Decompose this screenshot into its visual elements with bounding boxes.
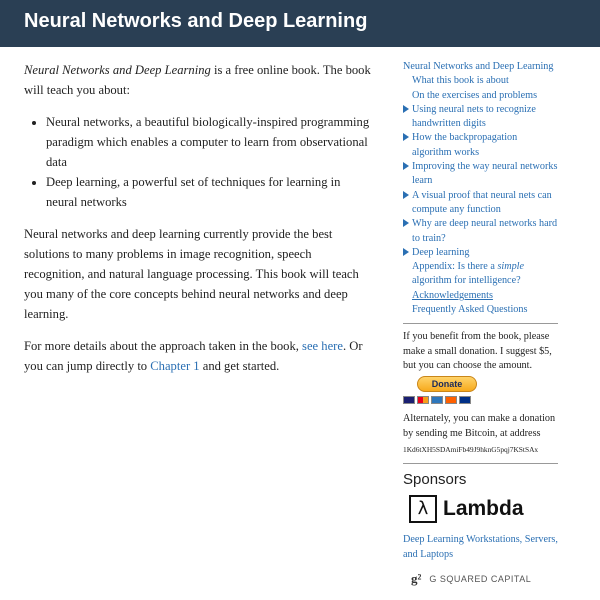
g-squared-logo[interactable] [411,572,558,586]
toc-label: How the backpropagation algorithm works [412,132,518,158]
visa-card-icon [403,396,415,404]
toc-item-chapter-3[interactable] [403,160,558,189]
triangle-right-icon [403,133,409,141]
amex-card-icon [431,396,443,404]
toc-label: algorithm for intelligence? [412,275,521,287]
topics-list [24,112,374,212]
donation-text: If you benefit from the book, please make a small donation. I suggest $5, but you can choose the amount. [403,331,552,371]
list-item: • Neural networks, a beautiful biologically-inspired programming paradigm which enables a computer to learn from observational data [46,112,374,172]
triangle-right-icon [403,162,409,170]
divider [403,323,558,324]
toc-title-link[interactable]: Neural Networks and Deep Learning [403,61,554,72]
details-paragraph [24,336,374,376]
mastercard-icon [417,396,429,404]
toc-label: Using neural nets to recognize handwritten digits [412,103,536,130]
toc-label: Improving the way neural networks learn [412,161,558,187]
triangle-right-icon [403,219,409,227]
toc-label: On the exercises and problems [412,89,538,101]
toc-item-acknowledgements[interactable]: Acknowledgements [412,289,493,301]
toc-item-about[interactable] [403,74,558,88]
bitcoin-address: 1Kd6tXH5SDAmiFb49J9hknG5pqj7KStSAx [403,444,539,454]
intro-text: is a free online book. The book will teach you about: [24,63,371,97]
discover-card-icon [445,396,457,404]
see-here-link[interactable]: see here [302,339,343,353]
lambda-logo[interactable] [409,495,558,523]
toc-item-chapter-2[interactable] [403,131,558,160]
chapter-1-link[interactable]: Chapter 1 [150,359,200,373]
toc-label: Why are deep neural networks hard to train? [412,218,558,244]
list-item: • Deep learning, a powerful set of techniques for learning in neural networks [46,172,374,212]
book-title: Neural Networks and Deep Learning [24,63,211,77]
toc-item-exercises[interactable] [403,89,558,103]
lambda-icon: λ [409,495,437,523]
main-content [24,60,374,388]
triangle-right-icon [403,191,409,199]
bitcoin-text: Alternately, you can make a donation by sending me Bitcoin, at address [403,413,556,439]
toc-label-emphasis: simple [497,261,525,273]
site-title[interactable]: Neural Networks and Deep Learning [24,10,368,32]
toc-label: Deep learning [412,246,470,258]
toc-item-chapter-6[interactable] [403,246,558,260]
sidebar [403,60,558,586]
toc-label: Appendix: Is there a [412,261,498,273]
g-squared-wordmark: G SQUARED CAPITAL [429,574,532,585]
toc-item-chapter-5[interactable] [403,217,558,246]
donate-button[interactable]: Donate [417,376,477,392]
intro-paragraph [24,60,374,100]
toc-item-appendix[interactable] [403,260,558,289]
lambda-wordmark: Lambda [443,497,524,521]
description-paragraph: Neural networks and deep learning currently provide the best solutions to many problems in image recognition, speech recognition, and natural language processing. This book will teach you many of the core concepts behind neural networks and deep learning. [24,227,359,321]
divider [403,463,558,464]
toc-label: A visual proof that neural nets can compute any function [412,189,552,215]
page-header [0,0,600,47]
sponsors-heading: Sponsors [403,471,467,489]
triangle-right-icon [403,105,409,113]
toc-item-chapter-1[interactable] [403,103,558,132]
triangle-right-icon [403,248,409,256]
toc-label: What this book is about [412,75,509,87]
lambda-tagline-link[interactable]: Deep Learning Workstations, Servers, and Laptops [403,534,558,560]
toc-item-faq[interactable]: Frequently Asked Questions [412,304,528,316]
payment-cards [403,396,558,404]
paypal-card-icon [459,396,471,404]
details-text: . Or you can jump directly to [24,339,363,373]
details-text: and get started. [199,359,280,373]
details-text: For more details about the approach taken in the book, [24,339,303,353]
g-squared-icon: g² [411,571,422,587]
toc-item-chapter-4[interactable] [403,189,558,218]
